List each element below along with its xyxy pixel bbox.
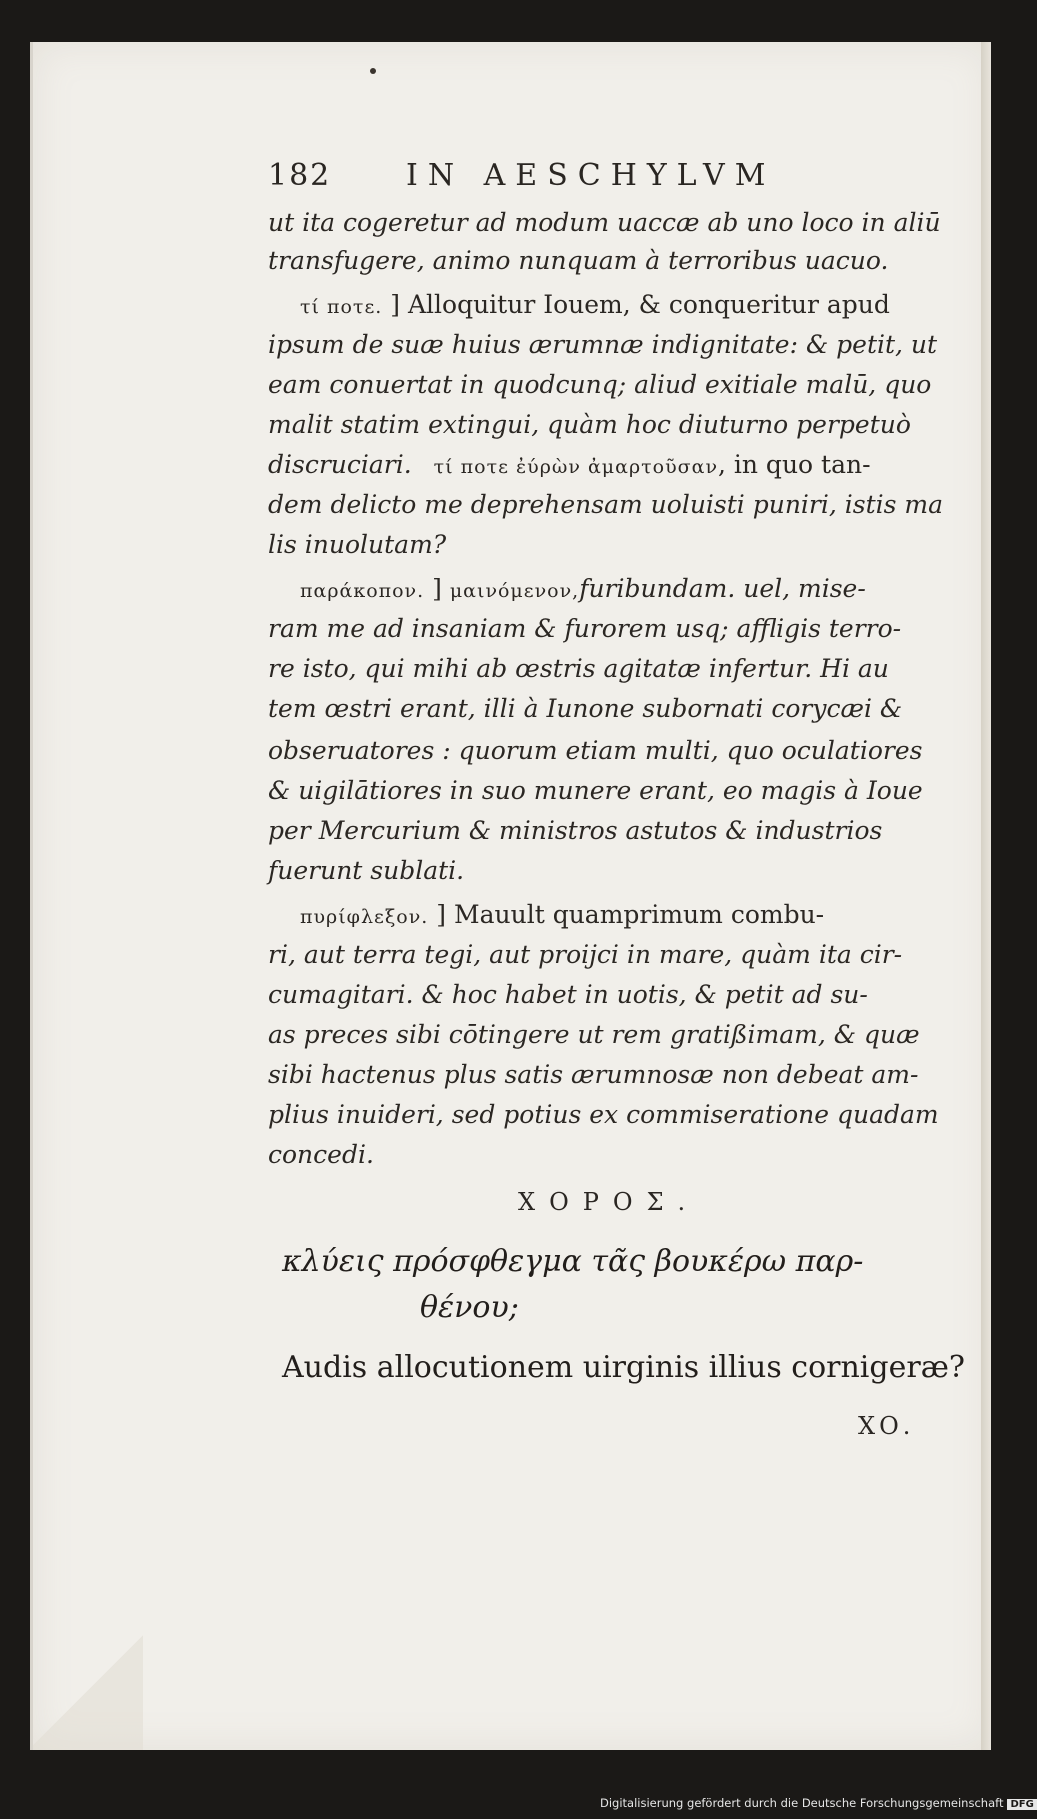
text-line: as preces sibi cōtingere ut rem gratißimam, & quæ <box>268 1020 920 1049</box>
text-line: malit statim extingui, quàm hoc diuturno perpetuò <box>268 410 911 439</box>
running-title: IN AESCHYLVM <box>406 158 776 193</box>
text-fragment: ] <box>432 574 450 603</box>
chorus-heading: ΧΟΡΟΣ. <box>518 1188 700 1216</box>
text-fragment: discruciari. <box>268 450 412 479</box>
text-line: plius inuideri, sed potius ex commiseratione quadam <box>268 1100 939 1129</box>
text-line <box>300 574 866 603</box>
text-line: obseruatores : quorum etiam multi, quo oculatiores <box>268 736 923 765</box>
text-line: ri, aut terra tegi, aut proijci in mare, quàm ita cir- <box>268 940 903 969</box>
greek-lemma: τί ποτε ἐύρὼν ἀμαρτοῦσαν <box>433 456 718 478</box>
text-line: & uigilātiores in suo munere erant, eo magis à Ioue <box>268 776 923 805</box>
text-fragment: ] Mauult quamprimum combu- <box>436 900 825 929</box>
text-line <box>268 450 871 479</box>
credit-text: Digitalisierung gefördert durch die Deutsche Forschungsgemeinschaft <box>600 1796 1004 1810</box>
text-line: sibi hactenus plus satis ærumnosæ non debeat am- <box>268 1060 919 1089</box>
digitization-credit <box>600 1796 1034 1816</box>
catchword: ΧΟ. <box>858 1412 915 1440</box>
text-line <box>300 900 824 929</box>
text-line <box>300 290 890 319</box>
text-fragment: furibundam. uel, mise- <box>579 574 866 603</box>
latin-verse-line: Audis allocutionem uirginis illius cornigeræ? <box>282 1350 965 1385</box>
dfg-logo: DFG <box>1007 1799 1036 1810</box>
greek-lemma: παράκοπον. <box>300 580 425 602</box>
ink-spot <box>370 68 376 74</box>
text-line: concedi. <box>268 1140 374 1169</box>
greek-verse-line: κλύεις πρόσφθεγμα τᾶς βουκέρω παρ- <box>282 1244 864 1279</box>
text-fragment: , in quo tan- <box>718 450 871 479</box>
text-line: dem delicto me deprehensam uoluisti puniri, istis ma <box>268 490 944 519</box>
text-line: transfugere, animo nunquam à terroribus uacuo. <box>268 246 889 275</box>
greek-lemma: μαινόμενον, <box>449 580 580 602</box>
page-number: 182 <box>268 158 332 193</box>
greek-verse-line: θένου; <box>420 1290 519 1325</box>
text-line: ipsum de suæ huius ærumnæ indignitate: & petit, ut <box>268 330 938 359</box>
text-line: lis inuolutam? <box>268 530 447 559</box>
running-header <box>268 158 848 198</box>
text-line: fuerunt sublati. <box>268 856 465 885</box>
text-line: ut ita cogeretur ad modum uaccæ ab uno loco in aliū <box>268 208 941 237</box>
text-fragment: ] Alloquitur Iouem, & conqueritur apud <box>390 290 890 319</box>
text-line: cumagitari. & hoc habet in uotis, & petit ad su- <box>268 980 868 1009</box>
text-line: per Mercurium & ministros astutos & industrios <box>268 816 883 845</box>
text-line: re isto, qui mihi ab œstris agitatæ infertur. Hi au <box>268 654 889 683</box>
text-line: tem œstri erant, illi à Iunone subornati corycæi & <box>268 694 903 723</box>
text-line: ram me ad insaniam & furorem usq; affligis terro- <box>268 614 902 643</box>
greek-lemma: τί ποτε. <box>300 296 383 318</box>
greek-lemma: πυρίφλεξον. <box>300 906 429 928</box>
text-line: eam conuertat in quodcunq; aliud exitiale malū, quo <box>268 370 932 399</box>
